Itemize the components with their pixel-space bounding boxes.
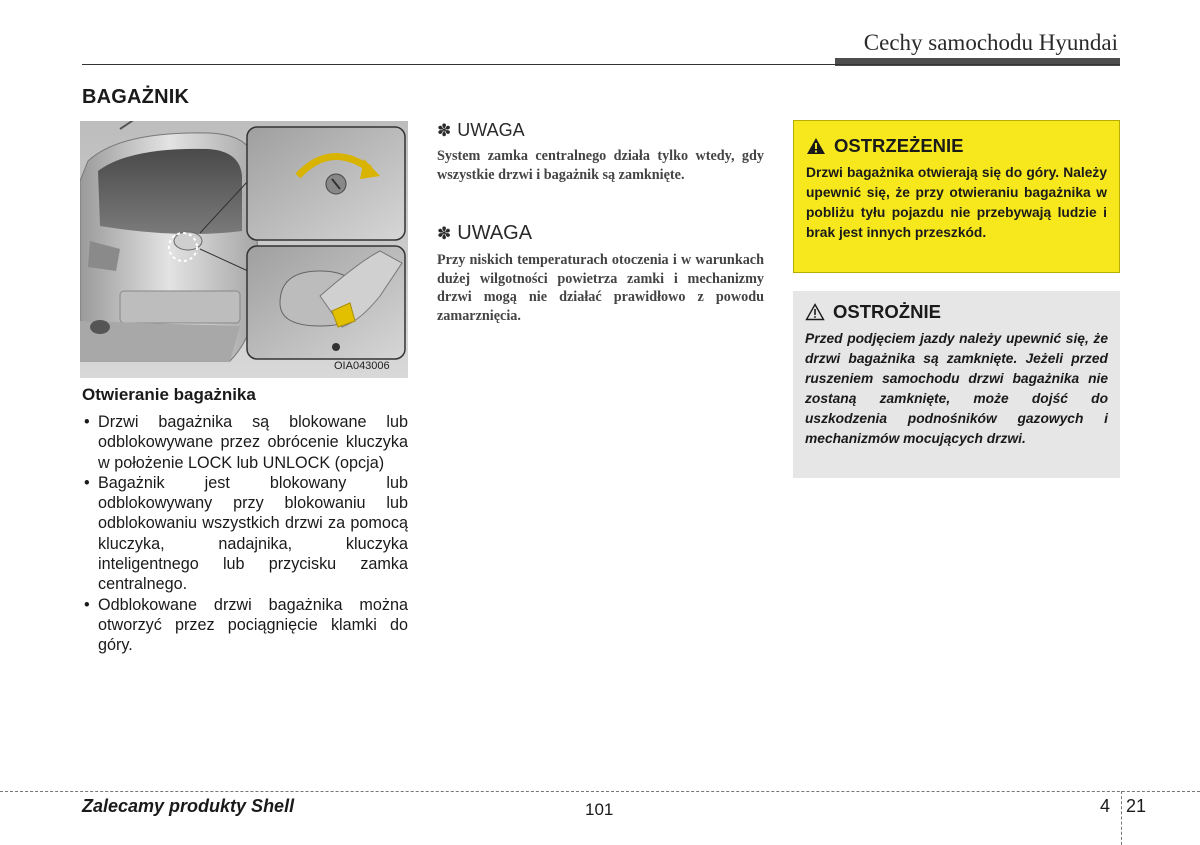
footer-tagline: Zalecamy produkty Shell	[82, 796, 295, 816]
chapter-page-number: 21	[1126, 796, 1147, 816]
list-item: • Drzwi bagażnika są blokowane lub odblokowywane przez obrócenie kluczyka w położenie LOCK lub UNLOCK (opcja)	[82, 412, 408, 473]
footer-divider	[1121, 791, 1122, 845]
list-item: • Bagażnik jest blokowany lub odblokowywany przy blokowaniu lub odblokowaniu wszystkich drzwi za pomocą kluczyka, nadajnika, kluczyka inteligentnego lub przycisku zamka centralnego.	[82, 473, 408, 595]
page-number: 101	[585, 800, 614, 819]
warning-box	[793, 120, 1120, 273]
running-title: Cechy samochodu Hyundai	[863, 30, 1118, 55]
trunk-figure	[80, 121, 408, 378]
note-text: Przy niskich temperaturach otoczenia i w warunkach dużej wilgotności powietrza zamki i mechanizmy drzwi mogą nie działać prawidłowo z powodu zamarznięcia.	[437, 252, 764, 324]
footer-rule	[0, 791, 1200, 792]
figure-code: OIA043006	[334, 360, 390, 372]
asterisk-icon: ✽	[437, 120, 452, 140]
bullet-list	[82, 412, 408, 656]
note-title: UWAGA	[457, 222, 533, 244]
warning-title: OSTRZEŻENIE	[834, 135, 964, 156]
note-title: UWAGA	[457, 120, 525, 140]
caution-triangle-icon	[805, 303, 825, 321]
note-2	[437, 222, 764, 325]
note-1	[437, 120, 764, 184]
caution-box	[793, 291, 1120, 478]
asterisk-icon: ✽	[437, 223, 452, 243]
warning-text: Drzwi bagażnika otwierają się do góry. Należy upewnić się, że przy otwieraniu bagażnika w pobliżu tyłu pojazdu nie przebywają ludzie i brak jest innych przeszkód.	[806, 165, 1107, 240]
header-rule	[82, 64, 1120, 65]
section-title: BAGAŻNIK	[82, 86, 190, 108]
caution-text: Przed podjęciem jazdy należy upewnić się, że drzwi bagażnika są zamknięte. Jeżeli przed ruszeniem samochodu drzwi bagażnika nie zostaną zamknięte, może dojść do uszkodzenia podnośników gazowych i mechanizmów mocujących drzwi.	[805, 331, 1108, 446]
caution-title: OSTROŻNIE	[833, 301, 941, 322]
trunk-illustration	[80, 121, 408, 378]
chapter-number: 4	[1100, 796, 1111, 816]
subheading-opening-trunk: Otwieranie bagażnika	[82, 385, 256, 404]
warning-triangle-icon	[806, 137, 826, 155]
list-item: • Odblokowane drzwi bagażnika można otworzyć przez pociągnięcie klamki do góry.	[82, 595, 408, 656]
note-text: System zamka centralnego działa tylko wtedy, gdy wszystkie drzwi i bagażnik są zamknięte.	[437, 148, 764, 183]
